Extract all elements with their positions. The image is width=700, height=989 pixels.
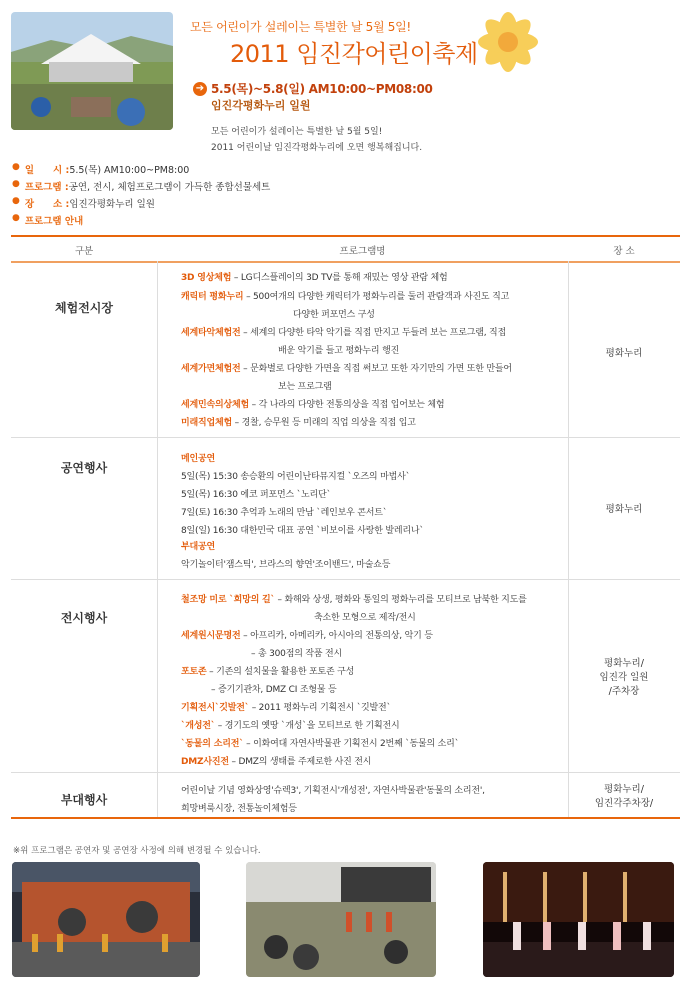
intro-line: 2011 어린이날 임진각평화누리에 오면 행복해집니다. — [211, 143, 423, 153]
program-line: – 총 300점의 작품 전시 — [251, 649, 342, 659]
program-line: DMZ사진전 – DMZ의 생태를 주제로한 사진 전시 — [181, 757, 372, 767]
program-line: 5일(목) 15:30 송승환의 어린이난타뮤지컬 `오즈의 마법사` — [181, 472, 410, 482]
table-border — [11, 261, 680, 263]
program-line: 어린이날 기념 영화상영'슈렉3', 기획전시'개성전', 자연사박물관'동물의 소리전', — [181, 786, 485, 796]
program-line: 메인공연 — [181, 454, 215, 464]
program-line: 세계민속의상체험 – 각 나라의 다양한 전통의상을 직접 입어보는 체험 — [181, 400, 445, 410]
bullet-icon: ● — [12, 196, 20, 206]
program-line: 세계가면체험전 – 문화별로 다양한 가면을 직접 써보고 또한 자기만의 가면 또한 만들어 — [181, 364, 512, 374]
row-location: 평화누리/ 임진각주차장/ — [594, 784, 654, 809]
column-header: 프로그램명 — [339, 246, 386, 257]
bullet-icon: ● — [12, 213, 20, 223]
indoor-performance-photo — [483, 862, 674, 977]
program-line: 미래직업체험 – 경찰, 승무원 등 미래의 직업 의상을 직접 입고 — [181, 418, 416, 428]
program-table — [11, 235, 680, 820]
program-line: 다양한 퍼포먼스 구성 — [293, 310, 375, 320]
column-divider — [568, 261, 569, 817]
program-line: `동물의 소리전` – 이화여대 자연사박물관 기획전시 2번째 `동물의 소리` — [181, 739, 459, 749]
row-category: 부대행사 — [60, 793, 108, 807]
info-value: 임진각평화누리 일원 — [69, 199, 155, 210]
tagline: 모든 어린이가 설레이는 특별한 날 5월 5일! — [190, 20, 411, 34]
row-divider — [11, 579, 680, 580]
program-line: 포토존 – 기존의 설치물을 활용한 포토존 구성 — [181, 667, 355, 677]
program-line: 배운 악기를 들고 평화누리 행진 — [278, 346, 400, 356]
bullet-icon: ● — [12, 162, 20, 172]
program-line: 부대공연 — [181, 542, 215, 552]
program-line: 5일(목) 16:30 에코 퍼포먼스 `노리단` — [181, 490, 331, 500]
row-divider — [11, 437, 680, 438]
row-category: 전시행사 — [60, 611, 108, 625]
program-line: 기획전시`깃발전` – 2011 평화누리 기획전시 `깃발전` — [181, 703, 391, 713]
column-header: 구분 — [74, 246, 94, 257]
row-divider — [11, 772, 680, 773]
date-row — [193, 80, 433, 97]
row-category: 체험전시장 — [55, 301, 113, 315]
stage-performance-photo — [12, 862, 200, 977]
info-value: 5.5(목) AM10:00~PM8:00 — [69, 165, 190, 176]
program-line: 캐릭터 평화누리 – 500여개의 다양한 캐릭터가 평화누리를 둘러 관람객과 사진도 직고 — [181, 292, 510, 302]
program-line: 축소한 모형으로 제작/전시 — [314, 613, 416, 623]
program-line: 8일(일) 16:30 대한민국 대표 공연 `비보이를 사랑한 발레리나` — [181, 526, 424, 536]
row-category: 공연행사 — [60, 461, 108, 475]
outdoor-crowd-photo — [246, 862, 436, 977]
festival-photo — [11, 12, 173, 130]
intro-line: 모든 어린이가 설레이는 특별한 날 5월 5일! — [211, 127, 383, 137]
program-line: – 증기기관차, DMZ CI 조형물 등 — [211, 685, 337, 695]
row-location: 평화누리 — [605, 348, 643, 359]
program-line: 세계원시문명전 – 아프리카, 아메리카, 아시아의 전통의상, 악기 등 — [181, 631, 433, 641]
program-line: 보는 프로그램 — [278, 382, 332, 392]
footnote: ※위 프로그램은 공연자 및 공연장 사정에 의해 변경될 수 있습니다. — [13, 846, 261, 856]
info-program — [12, 179, 270, 193]
info-label: 프로그램 안내 — [24, 216, 84, 227]
column-header: 장 소 — [613, 246, 635, 257]
event-dates: 5.5(목)~5.8(일) AM10:00~PM08:00 — [211, 82, 433, 96]
program-line: 3D 영상체험 – LG디스플레이의 3D TV를 통해 재밌는 영상 관람 체험 — [181, 273, 448, 283]
info-label: 프로그램 : — [24, 182, 69, 193]
info-label: 일 시 : — [24, 165, 70, 176]
table-border — [11, 817, 680, 819]
info-value: 공연, 전시, 체험프로그램이 가득한 종합선물세트 — [68, 182, 271, 193]
arrow-right-icon: ➔ — [193, 82, 207, 96]
event-venue: 임진각평화누리 일원 — [211, 99, 311, 112]
info-guide — [12, 213, 83, 227]
program-line: 악기놀이터'잼스틱', 브라스의 향연'조이밴드', 마술쇼등 — [181, 560, 391, 570]
program-line: 7일(토) 16:30 추억과 노래의 만남 `레인보우 콘서트` — [181, 508, 388, 518]
program-line: 희망벼룩시장, 전통놀이체험등 — [181, 804, 297, 814]
table-border — [11, 235, 680, 237]
info-place — [12, 196, 155, 210]
program-line: `개성전` – 경기도의 옛땅 `개성`을 모티브로 한 기획전시 — [181, 721, 400, 731]
info-label: 장 소 : — [24, 199, 70, 210]
bullet-icon: ● — [12, 179, 20, 189]
info-date — [12, 162, 189, 176]
page-title: 2011 임진각어린이축제 — [230, 40, 478, 68]
row-location: 평화누리 — [605, 504, 643, 515]
program-line: 세계타악체험전 – 세계의 다양한 타악 악기를 직접 만지고 두들려 보는 프로그램, 직접 — [181, 328, 507, 338]
column-divider — [157, 261, 158, 817]
row-location: 평화누리/ 임진각 일원 /주차장 — [599, 658, 649, 697]
program-line: 철조망 미로 `희망의 길` – 화해와 상생, 평화와 통일의 평화누리를 모티브로 남북한 지도를 — [181, 595, 527, 605]
